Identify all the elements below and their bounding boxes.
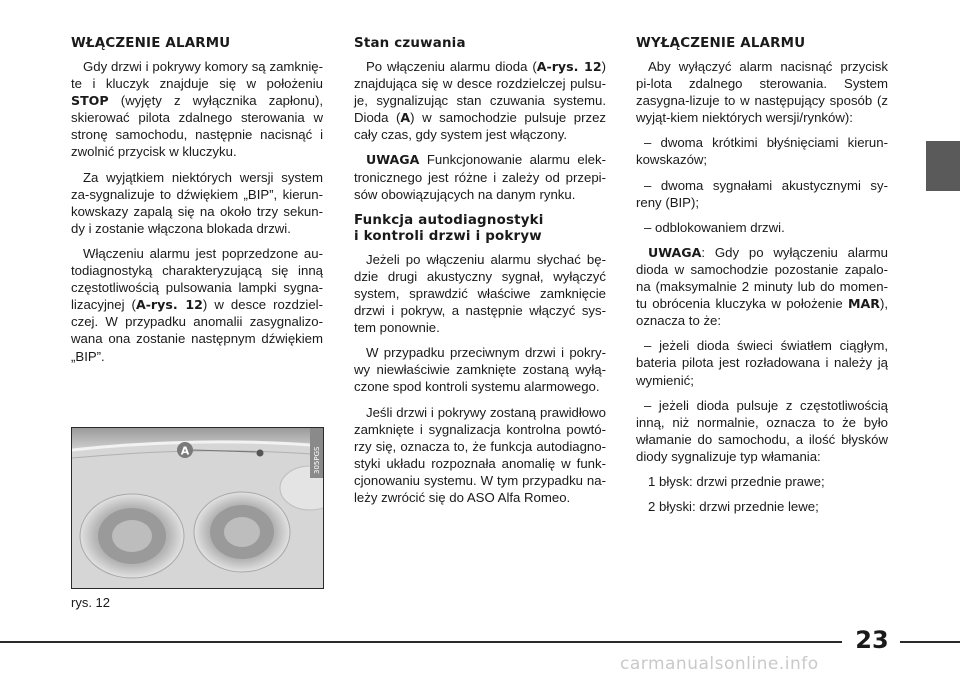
list-item: – dwoma krótkimi błyśnięciami kierun-kowskazów; — [636, 135, 888, 168]
key-position-stop: STOP — [71, 93, 109, 109]
callout-a-label: A — [180, 444, 190, 458]
section-heading-alarm-on: WŁĄCZENIE ALARMU — [71, 36, 231, 51]
note-paragraph: UWAGA Funkcjonowanie alarmu elek-tronicznego jest różne i zależy od przepi-sów obowiązujących na danym rynku. — [354, 152, 606, 202]
paragraph: W przypadku przeciwnym drzwi i pokry-wy niewłaściwie zamknięte zostaną wyłą-czone spod kontroli systemu alarmowego. — [354, 345, 606, 395]
dashboard-illustration — [72, 428, 323, 588]
section-heading-alarm-off: WYŁĄCZENIE ALARMU — [636, 36, 806, 51]
figure-reference: A-rys. 12 — [536, 59, 602, 74]
column-left — [71, 36, 323, 373]
paragraph: Włączeniu alarmu jest poprzedzone au-todiagnostyką charakteryzującą się inną częstotliwością pulsowania lampki sygna-lizacyjnej (A-rys. 12) w desce rozdziel-czej. W przypadku anomalii zasygnalizo-wana ona zostanie następnym dźwiękiem „BIP”. — [71, 245, 323, 364]
figure-reference: A-rys. 12 — [135, 297, 203, 313]
footer-rule — [0, 641, 842, 643]
column-right — [636, 36, 888, 523]
paragraph: Gdy drzwi i pokrywy komory są zamknię-te i kluczyk znajduje się w położeniu STOP (wyjęty z wyłącznika zapłonu), skierować pilota zdalnego sterowania w stronę samochodu, następnie nacisnąć i zwolnić przycisk w kluczyku. — [71, 59, 323, 160]
flash-code-item: 1 błysk: drzwi przednie prawe; — [648, 473, 825, 489]
section-heading-standby: Stan czuwania — [354, 36, 466, 51]
led-reference: A — [400, 110, 411, 126]
key-position-mar: MAR — [847, 296, 880, 312]
list-item: – odblokowaniem drzwi. — [644, 219, 785, 235]
paragraph: Jeśli drzwi i pokrywy zostaną prawidłowo zamknięte i sygnalizacja kontrolna powtó-rzy się, oznacza to, że funkcja autodiagno-styki układu rozpoznała anomalię w funk-cjonowaniu systemu. W tym przypadku na-leży zwrócić się do ASO Alfa Romeo. — [354, 404, 606, 505]
paragraph: Po włączeniu alarmu dioda (A-rys. 12) znajdująca się w desce rozdzielczej pulsu-je, sygnalizując stan czuwania systemu. Dioda (A) w samochodzie pulsuje przez cały czas, gdy system jest włączony. — [354, 59, 607, 143]
list-item: – jeżeli dioda pulsuje z częstotliwością inną, niż normalnie, oznacza to że było włamanie do samochodu, a ilość błysków diody sygnalizuje typ włamania: — [636, 397, 888, 464]
note-label: UWAGA — [648, 244, 702, 260]
figure-caption: rys. 12 — [71, 595, 111, 610]
note-label: UWAGA — [366, 152, 420, 168]
watermark: carmanualsonline.info — [620, 654, 819, 674]
flash-code-item: 2 błyski: drzwi przednie lewe; — [648, 499, 819, 515]
paragraph: Za wyjątkiem niektórych wersji system za-sygnalizuje to dźwiękiem „BIP”, kierun-kowskazy zapalą się na około trzy sekun-dy i zostanie włączona blokada drzwi. — [71, 169, 323, 236]
footer-rule — [900, 641, 960, 643]
chapter-tab-marker — [926, 141, 960, 191]
led-indicator — [257, 450, 264, 457]
column-middle — [354, 36, 606, 514]
note-paragraph: UWAGA: Gdy po wyłączeniu alarmu dioda w samochodzie pozostanie zapalo-na (maksymalnie 2 minuty lub do momen-tu obrócenia kluczyka w położenie MAR), oznacza to że: — [636, 244, 888, 329]
section-heading-self-diagnosis: Funkcja autodiagnostyki i kontroli drzwi i pokryw — [354, 212, 544, 244]
page-number: 23 — [855, 626, 889, 654]
figure-dashboard-vents — [71, 427, 324, 589]
paragraph: Jeżeli po włączeniu alarmu słychać bę-dzie drugi akustyczny sygnał, wyłączyć system, sprawdzić właściwe zamknięcie drzwi i pokryw, a następnie włączyć sys-tem ponownie. — [354, 251, 606, 336]
list-item: – dwoma sygnałami akustycznymi sy-reny (BIP); — [636, 177, 888, 210]
list-item: – jeżeli dioda świeci światłem ciągłym, bateria pilota jest rozładowana i należy ją wymienić; — [636, 338, 888, 388]
figure-code: 305PGS — [313, 446, 321, 474]
paragraph: Aby wyłączyć alarm nacisnąć przycisk pi-lota zdalnego sterowania. System zasygna-lizuje to w następujący sposób (z wyjąt-kiem niektórych wersji/rynków): — [636, 59, 888, 126]
